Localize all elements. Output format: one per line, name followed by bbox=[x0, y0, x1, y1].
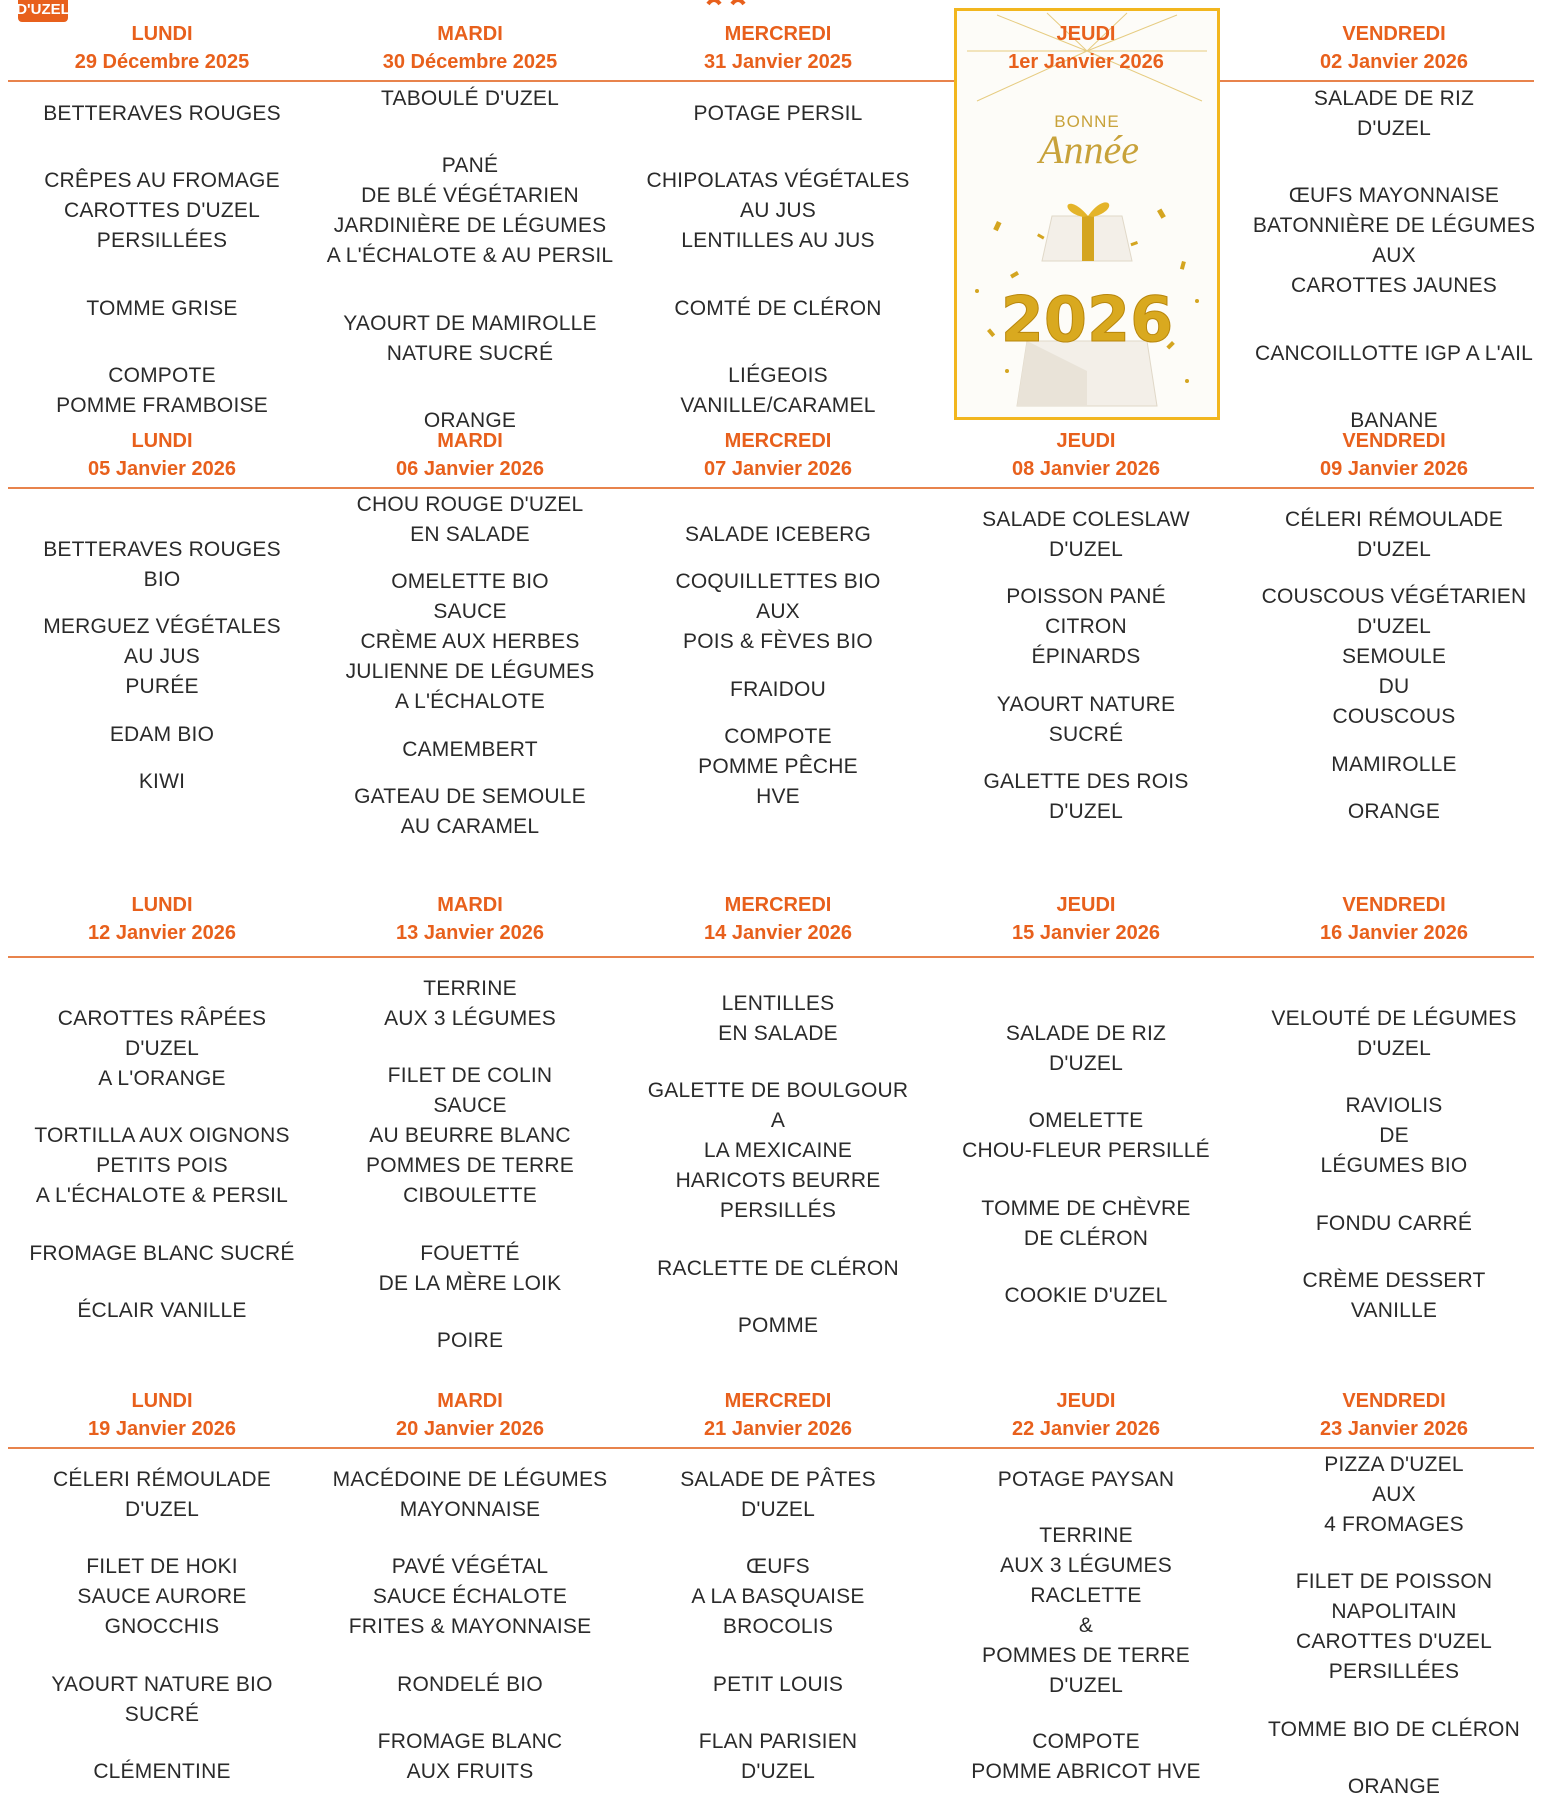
menu-item: MERGUEZ VÉGÉTALES AU JUS PURÉE bbox=[43, 615, 281, 699]
menu-thursday bbox=[932, 1019, 1240, 1311]
year-2026: 2026 bbox=[1000, 283, 1174, 356]
menu-item: LENTILLES EN SALADE bbox=[718, 992, 838, 1045]
day-header-monday: LUNDI 12 Janvier 2026 bbox=[88, 894, 236, 944]
week-divider bbox=[8, 1447, 1534, 1449]
menu-item: POIRE bbox=[436, 1328, 504, 1352]
day-header-friday: VENDREDI 09 Janvier 2026 bbox=[1320, 430, 1468, 480]
menu-item: ŒUFS MAYONNAISE BATONNIÈRE DE LÉGUMES AUX CAROTTES JAUNES bbox=[1252, 184, 1536, 298]
menu-item: YAOURT NATURE SUCRÉ bbox=[996, 692, 1176, 746]
menu-item: TOMME DE CHÈVRE DE CLÉRON bbox=[981, 1196, 1191, 1250]
menu-item: OMELETTE CHOU-FLEUR PERSILLÉ bbox=[962, 1109, 1210, 1163]
menu-item: COMPOTE POMME ABRICOT HVE bbox=[971, 1730, 1201, 1783]
menu-item: GALETTE DE BOULGOUR A LA MEXICAINE HARICOTS BEURRE PERSILLÉS bbox=[647, 1079, 909, 1223]
menu-tuesday bbox=[316, 490, 624, 842]
menu-item: FLAN PARISIEN D'UZEL bbox=[698, 1729, 858, 1783]
menu-item: OMELETTE BIO SAUCE CRÈME AUX HERBES JULIENNE DE LÉGUMES A L'ÉCHALOTE bbox=[345, 570, 595, 714]
menu-monday bbox=[8, 1465, 316, 1787]
menu-item: COMPOTE POMME FRAMBOISE bbox=[56, 363, 268, 417]
menu-item: FOUETTÉ DE LA MÈRE LOIK bbox=[378, 1241, 562, 1295]
menu-item: COOKIE D'UZEL bbox=[1004, 1283, 1168, 1307]
menu-item: MACÉDOINE DE LÉGUMES MAYONNAISE bbox=[332, 1468, 608, 1521]
day-header-thursday: JEUDI 22 Janvier 2026 bbox=[1012, 1390, 1160, 1440]
menu-wednesday bbox=[624, 989, 932, 1341]
day-header-wednesday: MERCREDI 14 Janvier 2026 bbox=[704, 894, 852, 944]
day-header-thursday: JEUDI 15 Janvier 2026 bbox=[1012, 894, 1160, 944]
menu-item: EDAM BIO bbox=[109, 722, 215, 746]
menu-item: FROMAGE BLANC SUCRÉ bbox=[29, 1241, 295, 1265]
menu-friday bbox=[1240, 84, 1542, 436]
menu-item: POMME bbox=[737, 1313, 819, 1337]
menu-item: ÉCLAIR VANILLE bbox=[77, 1298, 247, 1322]
menu-item: SALADE DE PÂTES D'UZEL bbox=[680, 1468, 876, 1521]
menu-item: CHOU ROUGE D'UZEL EN SALADE bbox=[356, 493, 584, 546]
menu-item: ORANGE bbox=[423, 408, 517, 432]
menu-item: RACLETTE DE CLÉRON bbox=[657, 1256, 899, 1280]
brand-badge: D'UZEL bbox=[18, 0, 68, 22]
menu-item: BETTERAVES ROUGES bbox=[43, 102, 281, 125]
day-header-monday: LUNDI 29 Décembre 2025 bbox=[74, 23, 250, 73]
week-2-header bbox=[0, 427, 1542, 485]
menu-wednesday bbox=[624, 99, 932, 421]
menu-item: YAOURT NATURE BIO SUCRÉ bbox=[51, 1672, 273, 1726]
week-4-header bbox=[0, 1387, 1542, 1445]
menu-item: TOMME GRISE bbox=[86, 296, 238, 320]
greeting-bonne: BONNE bbox=[1054, 112, 1120, 131]
menu-thursday bbox=[932, 1465, 1240, 1787]
week-divider bbox=[8, 956, 1534, 958]
menu-item: SALADE ICEBERG bbox=[684, 523, 872, 546]
menu-item: PANÉ DE BLÉ VÉGÉTARIEN JARDINIÈRE DE LÉGUMES A L'ÉCHALOTE & AU PERSIL bbox=[326, 154, 614, 268]
menu-item: FILET DE POISSON NAPOLITAIN CAROTTES D'UZEL PERSILLÉES bbox=[1295, 1570, 1493, 1684]
menu-monday bbox=[8, 99, 316, 421]
day-header-friday: VENDREDI 02 Janvier 2026 bbox=[1320, 23, 1468, 73]
menu-item: ORANGE bbox=[1347, 799, 1441, 823]
menu-item: COQUILLETTES BIO AUX POIS & FÈVES BIO bbox=[675, 570, 881, 654]
menu-item: BANANE bbox=[1350, 408, 1438, 432]
menu-item: LIÉGEOIS VANILLE/CARAMEL bbox=[680, 363, 876, 417]
menu-item: PETIT LOUIS bbox=[712, 1672, 844, 1696]
menu-item: ORANGE bbox=[1347, 1774, 1441, 1798]
menu-item: FROMAGE BLANC AUX FRUITS bbox=[377, 1729, 563, 1783]
day-header-friday: VENDREDI 16 Janvier 2026 bbox=[1320, 894, 1468, 944]
menu-item: TORTILLA AUX OIGNONS PETITS POIS A L'ÉCHALOTE & PERSIL bbox=[34, 1124, 290, 1208]
menu-item: SALADE COLESLAW D'UZEL bbox=[982, 508, 1190, 561]
menu-item: TOMME BIO DE CLÉRON bbox=[1268, 1717, 1520, 1741]
menu-item: COMTÉ DE CLÉRON bbox=[674, 296, 882, 320]
menu-item: GATEAU DE SEMOULE AU CARAMEL bbox=[354, 784, 586, 838]
menu-item: CÉLERI RÉMOULADE D'UZEL bbox=[1285, 508, 1503, 561]
menu-item: KIWI bbox=[138, 769, 186, 793]
menu-wednesday bbox=[624, 520, 932, 812]
day-header-friday: VENDREDI 23 Janvier 2026 bbox=[1320, 1390, 1468, 1440]
menu-friday bbox=[1240, 1004, 1542, 1326]
menu-item: POTAGE PAYSAN bbox=[997, 1468, 1175, 1491]
menu-item: CAROTTES RÂPÉES D'UZEL A L'ORANGE bbox=[57, 1007, 267, 1090]
menu-item: CAMEMBERT bbox=[402, 737, 538, 761]
menu-item: VELOUTÉ DE LÉGUMES D'UZEL bbox=[1271, 1007, 1517, 1060]
menu-tuesday bbox=[316, 1465, 624, 1787]
day-header-tuesday: MARDI 30 Décembre 2025 bbox=[382, 23, 558, 73]
day-header-wednesday: MERCREDI 21 Janvier 2026 bbox=[704, 1390, 852, 1440]
menu-item: CRÈME DESSERT VANILLE bbox=[1302, 1268, 1486, 1322]
menu-item: PAVÉ VÉGÉTAL SAUCE ÉCHALOTE FRITES & MAYONNAISE bbox=[348, 1555, 592, 1639]
menu-item: FRAIDOU bbox=[730, 677, 826, 701]
menu-item: SALADE DE RIZ D'UZEL bbox=[1313, 87, 1475, 140]
week-divider bbox=[8, 487, 1534, 489]
menu-item: POTAGE PERSIL bbox=[693, 102, 863, 125]
menu-tuesday bbox=[316, 84, 624, 436]
menu-item: FILET DE HOKI SAUCE AURORE GNOCCHIS bbox=[77, 1555, 247, 1639]
menu-item: BETTERAVES ROUGES BIO bbox=[43, 538, 281, 591]
menu-thursday bbox=[932, 505, 1240, 827]
day-header-tuesday: MARDI 06 Janvier 2026 bbox=[396, 430, 544, 480]
menu-friday bbox=[1240, 1450, 1542, 1802]
menu-item: CRÊPES AU FROMAGE CAROTTES D'UZEL PERSILLÉES bbox=[44, 169, 280, 253]
day-header-thursday: JEUDI 1er Janvier 2026 bbox=[1008, 23, 1164, 73]
menu-tuesday bbox=[316, 974, 624, 1356]
week-1-header bbox=[0, 20, 1542, 78]
menu-item: RONDELÉ BIO bbox=[397, 1672, 543, 1696]
menu-item: TERRINE AUX 3 LÉGUMES RACLETTE & POMMES DE TERRE D'UZEL bbox=[982, 1524, 1190, 1697]
day-header-monday: LUNDI 05 Janvier 2026 bbox=[88, 430, 236, 480]
menu-item: YAOURT DE MAMIROLLE NATURE SUCRÉ bbox=[343, 311, 597, 365]
menu-item: COUSCOUS VÉGÉTARIEN D'UZEL SEMOULE DU COUSCOUS bbox=[1261, 585, 1527, 729]
menu-item: MAMIROLLE bbox=[1331, 752, 1457, 776]
menu-wednesday bbox=[624, 1465, 932, 1787]
menu-item: ŒUFS A LA BASQUAISE BROCOLIS bbox=[691, 1555, 865, 1639]
top-decoration bbox=[700, 0, 760, 8]
day-header-tuesday: MARDI 13 Janvier 2026 bbox=[396, 894, 544, 944]
day-header-tuesday: MARDI 20 Janvier 2026 bbox=[396, 1390, 544, 1440]
menu-item: CÉLERI RÉMOULADE D'UZEL bbox=[53, 1468, 271, 1521]
menu-item: GALETTE DES ROIS D'UZEL bbox=[983, 769, 1189, 823]
menu-item: TABOULÉ D'UZEL bbox=[381, 87, 559, 110]
day-header-monday: LUNDI 19 Janvier 2026 bbox=[88, 1390, 236, 1440]
menu-item: TERRINE AUX 3 LÉGUMES bbox=[384, 977, 556, 1030]
greeting-annee: Année bbox=[1039, 127, 1139, 172]
menu-item: CANCOILLOTTE IGP A L'AIL bbox=[1254, 341, 1534, 365]
day-header-wednesday: MERCREDI 07 Janvier 2026 bbox=[704, 430, 852, 480]
menu-item: CLÉMENTINE bbox=[93, 1759, 231, 1783]
menu-item: PIZZA D'UZEL AUX 4 FROMAGES bbox=[1324, 1453, 1464, 1536]
menu-monday bbox=[8, 535, 316, 797]
menu-monday bbox=[8, 1004, 316, 1326]
week-3-header bbox=[0, 891, 1542, 949]
day-header-thursday: JEUDI 08 Janvier 2026 bbox=[1012, 430, 1160, 480]
menu-friday bbox=[1240, 505, 1542, 827]
menu-item: CHIPOLATAS VÉGÉTALES AU JUS LENTILLES AU JUS bbox=[646, 169, 910, 253]
day-header-wednesday: MERCREDI 31 Janvier 2025 bbox=[704, 23, 852, 73]
menu-item: FILET DE COLIN SAUCE AU BEURRE BLANC POMMES DE TERRE CIBOULETTE bbox=[366, 1064, 574, 1208]
week-divider bbox=[8, 80, 1534, 82]
menu-item: FONDU CARRÉ bbox=[1315, 1211, 1473, 1235]
menu-item: SALADE DE RIZ D'UZEL bbox=[1005, 1022, 1167, 1075]
menu-item: COMPOTE POMME PÊCHE HVE bbox=[698, 724, 858, 808]
menu-item: POISSON PANÉ CITRON ÉPINARDS bbox=[1006, 585, 1166, 669]
menu-item: RAVIOLIS DE LÉGUMES BIO bbox=[1320, 1094, 1468, 1178]
